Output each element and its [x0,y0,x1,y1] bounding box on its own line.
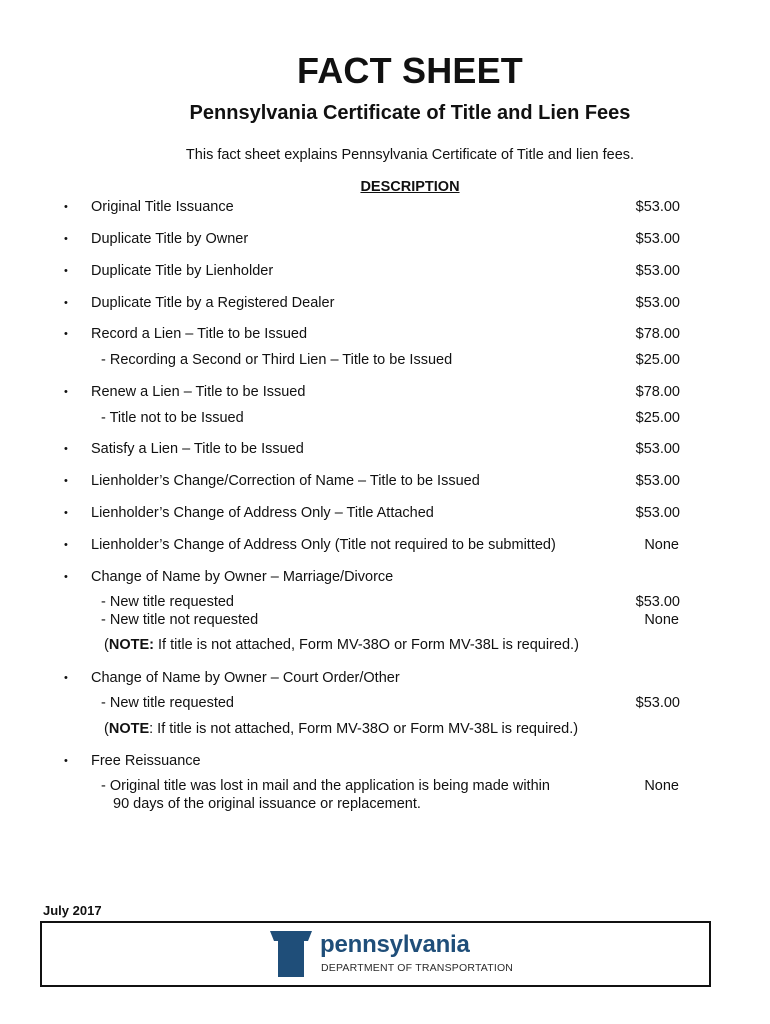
logo-subtitle: DEPARTMENT OF TRANSPORTATION [321,962,514,974]
bullet-icon: • [64,443,68,455]
bullet-icon: • [64,328,68,340]
fee-row-lienholder-address-attached [0,504,770,522]
fee-subrow-lost-in-mail-cont [0,795,770,813]
fee-row-lienholder-address-only [0,536,770,554]
fee-label: Satisfy a Lien – Title to be Issued [91,441,304,457]
fee-amount: $53.00 [635,441,680,457]
bullet-icon: • [64,672,68,684]
fee-amount: $25.00 [635,410,680,426]
bullet-icon: • [64,297,68,309]
fee-row-renew-lien [0,383,770,401]
fee-label: Lienholder’s Change of Address Only (Title not required to be submitted) [91,537,556,553]
fee-amount: $53.00 [635,263,680,279]
fee-row-duplicate-lienholder [0,262,770,280]
bullet-icon: • [64,755,68,767]
fee-amount: None [644,778,679,794]
fee-amount: None [644,537,679,553]
fee-amount: $53.00 [635,505,680,521]
fee-label: Change of Name by Owner – Court Order/Other [91,670,400,686]
fee-row-original-title [0,198,770,216]
page-subtitle: Pennsylvania Certificate of Title and Lien Fees [189,102,631,124]
footer-logo-box [40,921,711,987]
fee-label: Renew a Lien – Title to be Issued [91,384,306,400]
fee-sublabel: - Title not to be Issued [101,410,244,426]
fee-amount: $53.00 [635,231,680,247]
bullet-icon: • [64,539,68,551]
fee-amount: $53.00 [635,695,680,711]
fee-label: Free Reissuance [91,753,201,769]
fee-row-owner-name-marriage [0,568,770,586]
note-text: (NOTE: If title is not attached, Form MV-38O or Form MV-38L is required.) [104,637,579,653]
fee-subrow-new-title [0,593,770,611]
fee-subrow-new-title-court [0,694,770,712]
fee-label: Duplicate Title by a Registered Dealer [91,295,335,311]
logo-wordmark: pennsylvania [320,931,470,958]
fee-sublabel: - New title requested [101,695,234,711]
fee-row-lienholder-name-change [0,472,770,490]
fee-row-satisfy-lien [0,440,770,458]
bullet-icon: • [64,265,68,277]
fee-sublabel: - Recording a Second or Third Lien – Title to be Issued [101,352,453,368]
fee-subrow-no-new-title [0,611,770,629]
bullet-icon: • [64,571,68,583]
fee-row-free-reissuance [0,752,770,770]
note-marriage [0,636,770,654]
keystone-icon [268,929,314,979]
fee-label: Duplicate Title by Owner [91,231,249,247]
fee-amount: $25.00 [635,352,680,368]
fee-row-owner-name-court [0,669,770,687]
intro-text: This fact sheet explains Pennsylvania Certificate of Title and lien fees. [185,147,635,163]
fee-amount: $78.00 [635,326,680,342]
page-title: FACT SHEET [296,50,523,91]
note-text: (NOTE: If title is not attached, Form MV-38O or Form MV-38L is required.) [104,721,579,737]
fee-row-duplicate-owner [0,230,770,248]
fee-subrow-title-not-issued [0,409,770,427]
bullet-icon: • [64,507,68,519]
fee-amount: $53.00 [635,594,680,610]
fee-label: Lienholder’s Change/Correction of Name – Title to be Issued [91,473,480,489]
fee-label: Change of Name by Owner – Marriage/Divorce [91,569,394,585]
fee-sublabel: - New title requested [101,594,234,610]
penndot-logo [268,929,528,979]
fee-label: Original Title Issuance [91,199,234,215]
fee-sublabel: - New title not requested [101,612,259,628]
bullet-icon: • [64,201,68,213]
fee-amount: $78.00 [635,384,680,400]
bullet-icon: • [64,233,68,245]
fee-label: Lienholder’s Change of Address Only – Title Attached [91,505,434,521]
fee-label: Duplicate Title by Lienholder [91,263,274,279]
fee-sublabel-continuation: 90 days of the original issuance or replacement. [113,796,421,812]
fee-sublabel: - Original title was lost in mail and the application is being made within [101,778,550,794]
publication-date: July 2017 [43,903,102,918]
bullet-icon: • [64,386,68,398]
description-heading: DESCRIPTION [360,179,460,195]
fee-row-duplicate-dealer [0,294,770,312]
fee-amount: None [644,612,679,628]
fee-subrow-lost-in-mail [0,777,770,795]
fee-label: Record a Lien – Title to be Issued [91,326,308,342]
fee-amount: $53.00 [635,199,680,215]
fee-amount: $53.00 [635,473,680,489]
fee-amount: $53.00 [635,295,680,311]
note-court [0,720,770,738]
bullet-icon: • [64,475,68,487]
fee-row-record-lien [0,325,770,343]
fee-subrow-second-lien [0,351,770,369]
